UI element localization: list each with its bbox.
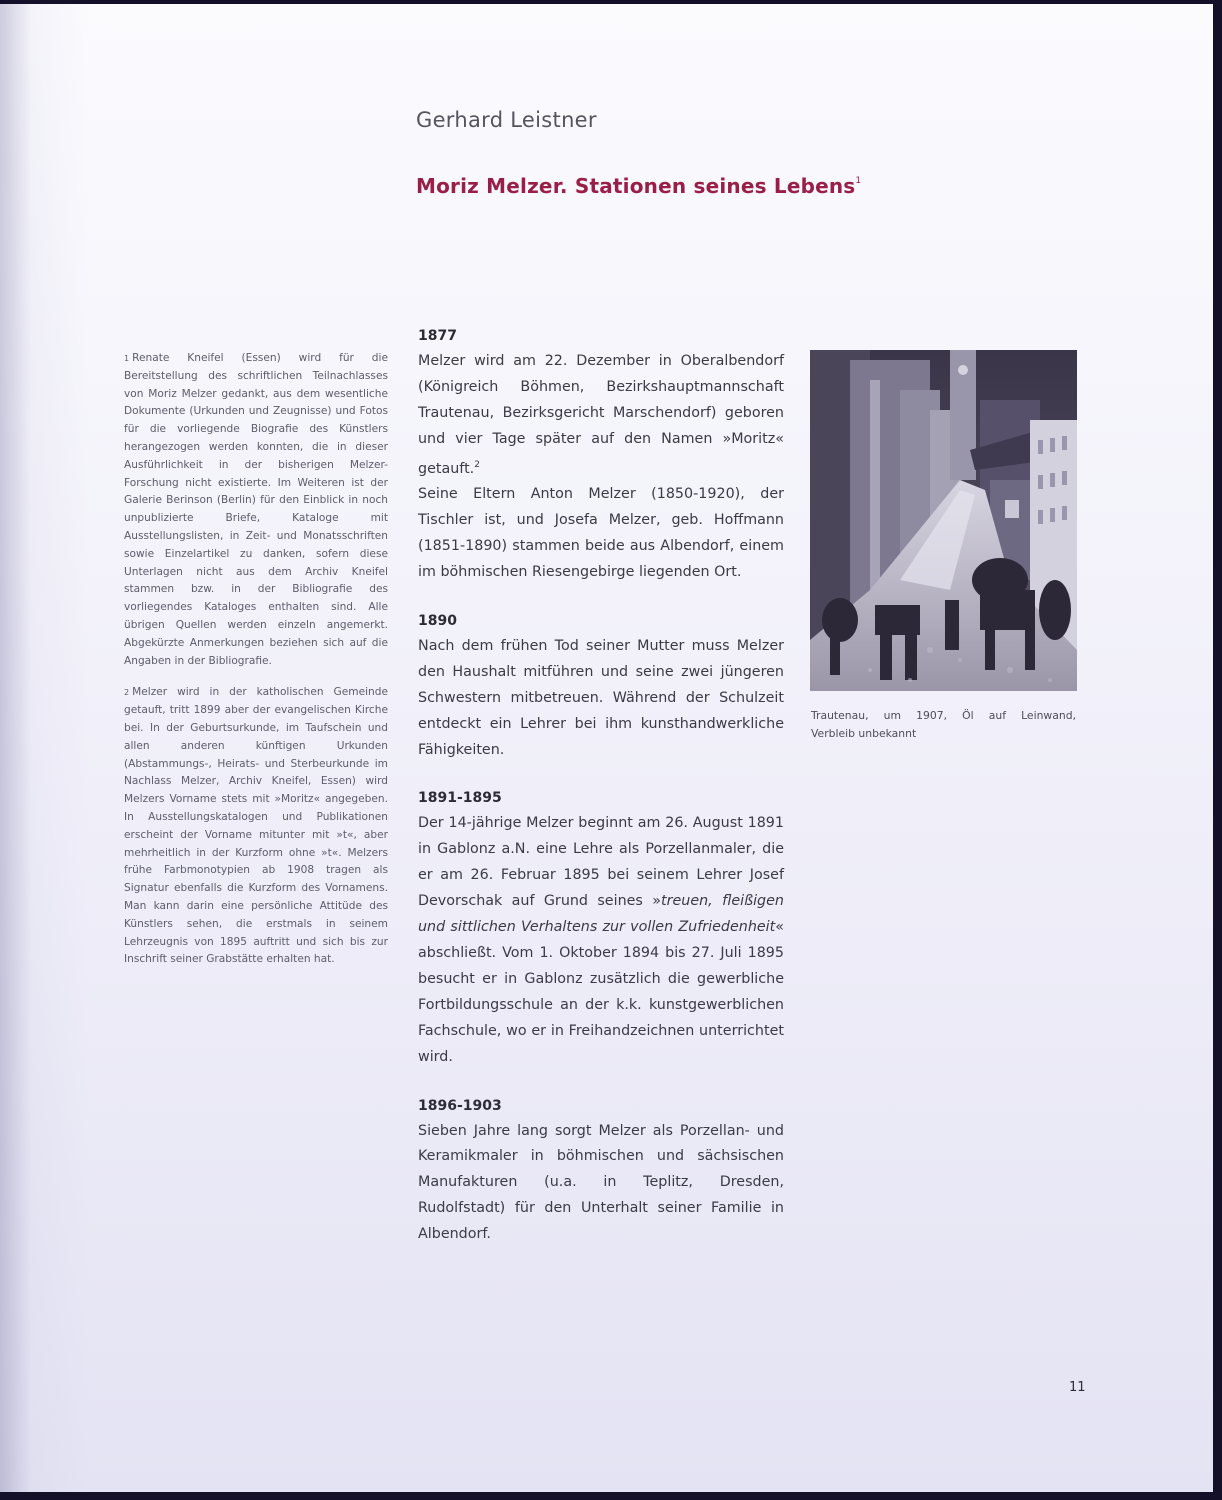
footnote-number: 1 (124, 354, 130, 363)
footnote (124, 684, 388, 969)
book-page (0, 4, 1213, 1492)
quoted-text: treuen, fleißigen und sittlichen Verhaltens zur vollen Zufriedenheit (418, 893, 784, 936)
section-year: 1891-1895 (418, 790, 502, 807)
section-year: 1890 (418, 612, 457, 629)
gutter-shadow (0, 4, 90, 1492)
footnote (124, 350, 388, 670)
timeline-section-1890 (418, 610, 784, 764)
painting-image (810, 350, 1077, 691)
section-year: 1896-1903 (418, 1097, 502, 1114)
article-title-text: Moriz Melzer. Stationen seines Lebens (416, 174, 856, 198)
footnote-ref: 2 (474, 459, 480, 470)
caption-line: Trautenau, um 1907, Öl auf Leinwand, (811, 709, 1076, 722)
section-paragraph (418, 349, 784, 482)
footnote-text: Renate Kneifel (Essen) wird für die Bereitstellung des schriftlichen Teilnachlasses von Moriz Melzer gedankt, aus dem wesentliche Dokumente (Urkunden und Zeugnisse) und Fotos für die vorliegende Biografie des Künstlers herangezogen werden konnten, die in dieser Ausführlichkeit in der bisherigen Melzer-Forschung nicht existierte. Im Weiteren ist der Galerie Berinson (Berlin) für den Einblick in noch unpublizierte Briefe, Kataloge mit Ausstellungslisten, in Zeit- und Monatsschriften sowie Einzelartikel zu danken, sofern diese Unterlagen nicht aus dem Archiv Kneifel stammen bzw. in der Bibliografie des vorliegendes Kataloges enthalten sind. Alle übrigen Quellen werden einzeln angemerkt. Abgekürzte Anmerkungen beziehen sich auf die Angaben in der Bibliografie. (124, 352, 388, 667)
section-paragraph: Seine Eltern Anton Melzer (1850-1920), der Tischler ist, und Josefa Melzer, geb. Hoffmann (1851-1890) stammen beide aus Albendorf, einem im böhmischen Riesengebirge liegenden Ort. (418, 486, 784, 581)
title-footnote-ref: 1 (855, 176, 862, 186)
footnotes-column (124, 350, 388, 983)
main-text-column (418, 325, 784, 1272)
painting-street-scene (810, 350, 1077, 691)
timeline-section-1877 (418, 325, 784, 586)
section-paragraph: Nach dem frühen Tod seiner Mutter muss Melzer den Haushalt mitführen und seine zwei jüngeren Schwestern mitbetreuen. Während der Schulzeit entdeckt ein Lehrer bei ihm kunsthandwerkliche Fähigkeiten. (418, 637, 784, 758)
section-paragraph: Sieben Jahre lang sorgt Melzer als Porzellan- und Keramikmaler in böhmischen und sächsischen Manufakturen (u.a. in Teplitz, Dresden, Rudolfstadt) für den Unterhalt seiner Familie in Albendorf. (418, 1122, 784, 1243)
timeline-section-1891-1895 (418, 787, 784, 1070)
footnote-number: 2 (124, 688, 130, 698)
paragraph-text: Der 14-jährige Melzer beginnt am 26. August 1891 in Gablonz a.N. eine Lehre als Porzellanmaler, die er am 26. Februar 1895 bei seinem Lehrer Josef Devorschak auf Grund seines » (418, 815, 784, 910)
timeline-section-1896-1903 (418, 1095, 784, 1249)
paragraph-text: Melzer wird am 22. Dezember in Oberalbendorf (Königreich Böhmen, Bezirkshauptmannschaft Trautenau, Bezirksgericht Marschendorf) geboren und vier Tage später auf den Namen »Moritz« getauft. (418, 353, 784, 477)
caption-line: Verbleib unbekannt (811, 727, 917, 740)
section-year: 1877 (418, 328, 457, 344)
footnote-text: Melzer wird in der katholischen Gemeinde getauft, tritt 1899 aber der evangelischen Kirche bei. In der Geburtsurkunde, im Taufschein und allen anderen künftigen Urkunden (Abstammungs-, Heirats- und Sterbeurkunde im Nachlass Melzer, Archiv Kneifel, Essen) wird Melzers Vorname stets mit »Moritz« angegeben. In Ausstellungskatalogen und Publikationen erscheint der Vorname mitunter mit »t«, aber mehrheitlich in der Kurzform ohne »t«. Melzers frühe Farbmonotypien ab 1908 tragen als Signatur ebenfalls die Kurzform des Vornamens. Man kann darin eine persönliche Attitüde des Künstlers sehen, die erstmals in seinem Lehrzeugnis von 1895 auftritt und sich bis zur Inschrift seiner Grabstätte erhalten hat. (124, 686, 388, 966)
paragraph-text: « abschließt. Vom 1. Oktober 1894 bis 27. Juli 1895 besucht er in Gablonz zusätzlich die gewerbliche Fortbildungsschule an der k.k. kunstgewerblichen Fachschule, wo er in Freihandzeichnen unterrichtet wird. (418, 919, 784, 1065)
figure-caption (811, 707, 1076, 743)
author-name: Gerhard Leistner (416, 108, 597, 132)
section-paragraph (418, 811, 784, 1070)
page-number: 11 (1069, 1380, 1086, 1395)
article-title (416, 174, 861, 198)
